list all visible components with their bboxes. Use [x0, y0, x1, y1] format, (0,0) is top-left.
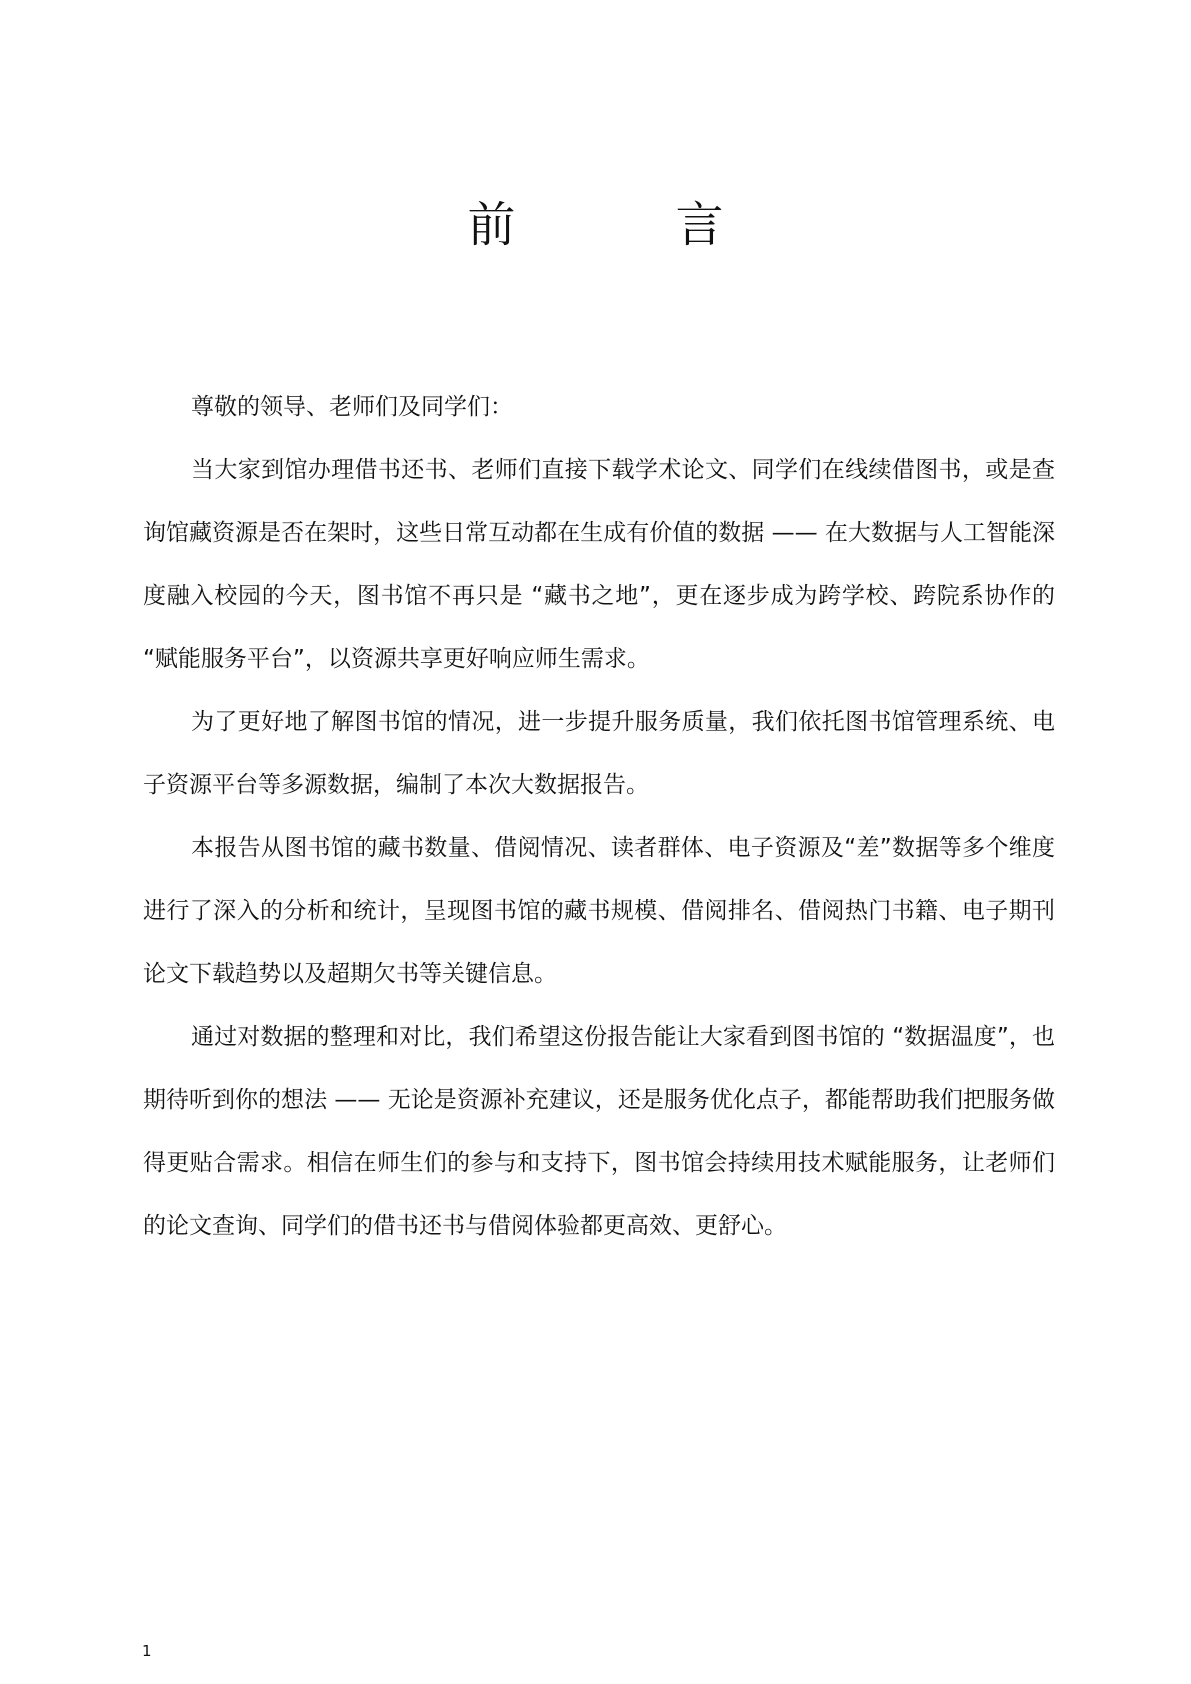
body-text	[143, 376, 1055, 1258]
page-number: 1	[142, 1642, 152, 1660]
page-title: 前言	[467, 197, 884, 253]
paragraph-greeting: 尊敬的领导、老师们及同学们：	[191, 394, 513, 420]
paragraph-intro: 当大家到馆办理借书还书、老师们直接下载学术论文、同学们在线续借图书，或是查询馆藏资源是否在架时，这些日常互动都在生成有价值的数据 —— 在大数据与人工智能深度融入校园的今天，图书馆不再只是 “藏书之地”，更在逐步成为跨学校、跨院系协作的 “赋能服务平台”，以资源共享更好响应师生需求。	[143, 457, 1055, 672]
paragraph-closing: 通过对数据的整理和对比，我们希望这份报告能让大家看到图书馆的 “数据温度”，也期待听到你的想法 —— 无论是资源补充建议，还是服务优化点子，都能帮助我们把服务做得更贴合需求。相信在师生们的参与和支持下，图书馆会持续用技术赋能服务，让老师们的论文查询、同学们的借书还书与借阅体验都更高效、更舒心。	[143, 1024, 1055, 1239]
paragraph-scope: 本报告从图书馆的藏书数量、借阅情况、读者群体、电子资源及“差”数据等多个维度进行了深入的分析和统计，呈现图书馆的藏书规模、借阅排名、借阅热门书籍、电子期刊论文下载趋势以及超期欠书等关键信息。	[143, 835, 1055, 987]
paragraph-purpose: 为了更好地了解图书馆的情况，进一步提升服务质量，我们依托图书馆管理系统、电子资源平台等多源数据，编制了本次大数据报告。	[143, 709, 1055, 798]
